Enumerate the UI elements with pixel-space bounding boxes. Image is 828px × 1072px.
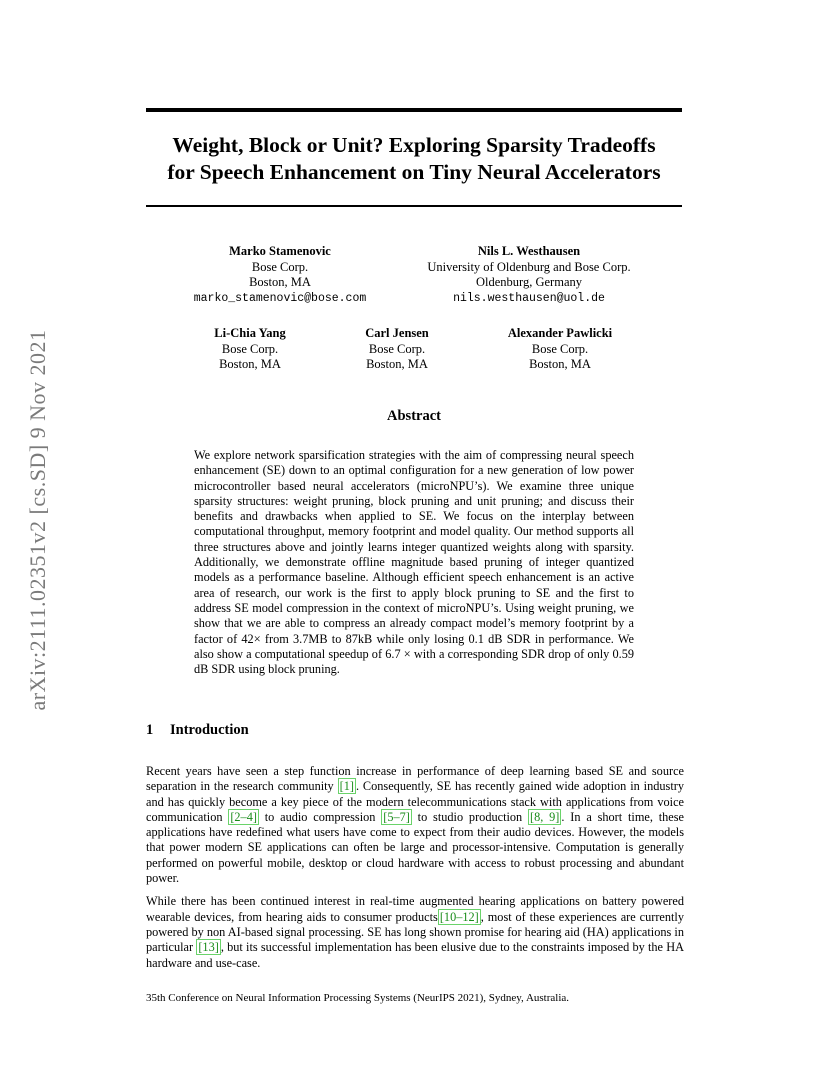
title-top-rule xyxy=(146,108,682,112)
author-email[interactable]: marko_stamenovic@bose.com xyxy=(193,291,367,305)
author-block xyxy=(490,326,630,373)
author-name: Nils L. Westhausen xyxy=(477,244,581,258)
citation-link[interactable]: [5–7] xyxy=(383,809,410,824)
abstract-heading: Abstract xyxy=(387,408,441,424)
section-title: Introduction xyxy=(170,722,249,738)
text-run: While there has been continued interest in real-time augmented hearing applications on battery powered wearable devices, from hearing aids to consumer products xyxy=(146,894,684,924)
author-location: Boston, MA xyxy=(529,357,591,371)
section-heading xyxy=(146,722,249,739)
citation-link[interactable]: [2–4] xyxy=(230,809,257,824)
citation-link[interactable]: [8, 9] xyxy=(530,809,560,824)
author-name: Alexander Pawlicki xyxy=(507,326,613,340)
citation-link[interactable]: [10–12] xyxy=(439,909,479,924)
paragraph xyxy=(146,764,684,886)
title-line-1: Weight, Block or Unit? Exploring Sparsity Tradeoffs xyxy=(172,133,656,157)
author-name: Li-Chia Yang xyxy=(214,326,286,340)
author-block xyxy=(190,326,310,373)
author-location: Oldenburg, Germany xyxy=(476,275,582,289)
text-run: , but its successful implementation has been elusive due to the constraints imposed by the HA hardware and use-case. xyxy=(146,940,684,970)
author-block xyxy=(404,244,654,306)
text-run: Recent years have seen a step function increase in performance of deep learning based SE and source separation in the research community xyxy=(146,764,684,794)
author-affiliation: Bose Corp. xyxy=(251,259,309,274)
title-line-2: for Speech Enhancement on Tiny Neural Accelerators xyxy=(167,160,661,184)
text-run: . Consequently, SE has recently gained wide adoption in industry and has quickly become a key piece of the modern telecommunications stack with applications from voice communication xyxy=(146,779,684,824)
author-email[interactable]: nils.westhausen@uol.de xyxy=(453,291,605,305)
text-run: to studio production xyxy=(411,809,529,824)
paragraph xyxy=(146,894,684,970)
author-affiliation: Bose Corp. xyxy=(368,341,426,356)
author-affiliation: Bose Corp. xyxy=(531,341,589,356)
citation-link[interactable]: [13] xyxy=(198,940,219,955)
author-affiliation: Bose Corp. xyxy=(221,341,279,356)
conference-footnote: 35th Conference on Neural Information Processing Systems (NeurIPS 2021), Sydney, Australia. xyxy=(146,992,570,1004)
title-bottom-rule xyxy=(146,205,682,207)
citation-link[interactable]: [1] xyxy=(339,779,354,794)
arxiv-identifier: arXiv:2111.02351v2 [cs.SD] 9 Nov 2021 xyxy=(25,329,50,711)
text-run: , most of these experiences are currently powered by non AI-based signal processing. SE has long shown promise for hearing aid (HA) applications in particular xyxy=(146,909,684,955)
author-location: Boston, MA xyxy=(219,357,281,371)
text-run: to audio compression xyxy=(258,809,382,824)
author-block xyxy=(180,244,380,306)
author-affiliation: University of Oldenburg and Bose Corp. xyxy=(427,259,631,274)
section-number: 1 xyxy=(146,722,154,738)
text-run: . In a short time, these applications have redefined what users have come to expect from their audio devices. However, the models that power modern SE applications can often be large and processor-intensive. Computation is generally performed on powerful mobile, desktop or cloud hardware with access to robust processing and abundant power. xyxy=(146,809,684,886)
author-block xyxy=(337,326,457,373)
abstract-text: We explore network sparsification strategies with the aim of compressing neural speech enhancement (SE) down to an optimal configuration for a new generation of low power microcontroller based neural accelerators (microNPU’s). We examine three unique sparsity structures: weight pruning, block pruning and unit pruning; and discuss their benefits and drawbacks when applied to SE. We focus on the interplay between computational throughput, memory footprint and model quality. Our method supports all three structures above and jointly learns integer quantized weights along with sparsity. Additionally, we demonstrate offline magnitude based pruning of integer quantized models as a performance baseline. Although efficient speech enhancement is an active area of research, our work is the first to apply block pruning to SE and the first to address SE model compression in the context of microNPU’s. Using weight pruning, we show that we are able to compress an already compact model’s memory footprint by a factor of 42× from 3.7MB to 87kB while only losing 0.1 dB SDR in performance. We also show a computational speedup of 6.7 × with a corresponding SDR drop of only 0.59 dB SDR using block pruning. xyxy=(194,448,634,677)
author-location: Boston, MA xyxy=(249,275,311,289)
paper-title xyxy=(146,132,682,186)
author-name: Carl Jensen xyxy=(365,326,429,340)
author-location: Boston, MA xyxy=(366,357,428,371)
introduction-body xyxy=(146,764,684,979)
author-name: Marko Stamenovic xyxy=(229,244,331,258)
